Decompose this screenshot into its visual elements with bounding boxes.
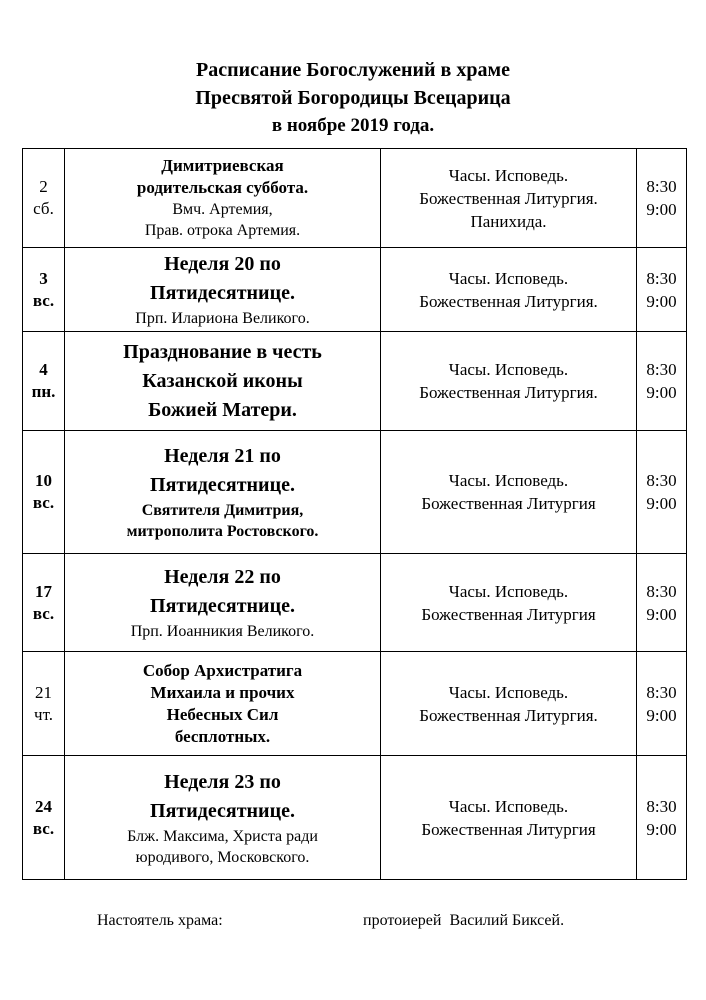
feast-title: родительская суббота. (136, 178, 309, 197)
service-item: Божественная Литургия. (419, 188, 598, 208)
services-cell (381, 332, 637, 431)
feast-subtitle: юродивого, Московского. (135, 848, 310, 866)
date-cell (23, 652, 65, 756)
feast-title: Неделя 22 по (164, 566, 281, 588)
times-cell (637, 652, 687, 756)
feast-title: бесплотных. (174, 726, 271, 746)
service-time: 8:30 (646, 682, 677, 702)
feast-title: Неделя 23 по (164, 770, 281, 793)
service-item: Божественная Литургия. (419, 291, 598, 311)
service-time: 9:00 (646, 705, 677, 725)
service-item: Часы. Исповедь. (448, 682, 569, 702)
feast-title: Божией Матери. (148, 398, 297, 421)
day-number: 2 (39, 177, 48, 196)
schedule-row (23, 652, 687, 756)
weekday: пн. (31, 382, 56, 401)
feast-subtitle: митрополита Ростовского. (126, 523, 319, 540)
services-cell (381, 149, 637, 248)
day-number: 3 (39, 268, 48, 288)
service-time: 9:00 (646, 604, 677, 624)
schedule-row (23, 149, 687, 248)
date-cell (23, 332, 65, 431)
service-time: 8:30 (646, 581, 677, 601)
service-time: 9:00 (646, 819, 677, 839)
times-cell (637, 332, 687, 431)
times-cell (637, 554, 687, 652)
feast-title: Пятидесятнице. (150, 282, 295, 304)
schedule-row (23, 332, 687, 431)
feast-cell (65, 248, 381, 332)
service-item: Божественная Литургия. (419, 383, 598, 402)
feast-title: Собор Архистратига (142, 660, 303, 680)
feast-title: Празднование в честь (123, 340, 322, 363)
feast-cell (65, 332, 381, 431)
weekday: сб. (33, 199, 54, 218)
document-title-line-2: Пресвятой Богородицы Всецарица (195, 87, 511, 109)
feast-title: Неделя 21 по (164, 445, 281, 467)
feast-title: Небесных Сил (166, 704, 279, 724)
feast-title: Пятидесятнице. (150, 474, 295, 496)
times-cell (637, 248, 687, 332)
day-number: 17 (35, 581, 52, 601)
service-time: 8:30 (646, 268, 677, 288)
date-cell (23, 149, 65, 248)
feast-title: Пятидесятнице. (150, 595, 295, 617)
day-number: 21 (35, 682, 52, 702)
feast-cell (65, 756, 381, 880)
service-item: Часы. Исповедь. (448, 796, 569, 816)
feast-cell (65, 431, 381, 554)
times-cell (637, 431, 687, 554)
rector-name: протоиерей Василий Биксей. (363, 912, 565, 929)
date-cell (23, 554, 65, 652)
service-time: 9:00 (646, 494, 677, 513)
service-item: Часы. Исповедь. (448, 268, 569, 288)
service-item: Панихида. (470, 211, 547, 231)
schedule-row (23, 554, 687, 652)
feast-title: Неделя 20 по (164, 253, 281, 275)
day-number: 4 (39, 360, 48, 379)
feast-subtitle: Прп. Илариона Великого. (135, 310, 310, 327)
feast-subtitle: Святителя Димитрия, (141, 502, 304, 519)
feast-title: Михаила и прочих (150, 682, 295, 702)
service-item: Божественная Литургия (421, 604, 596, 624)
times-cell (637, 149, 687, 248)
weekday: вс. (32, 290, 55, 310)
service-time: 9:00 (646, 291, 677, 311)
feast-title: Димитриевская (161, 156, 284, 175)
feast-title: Казанской иконы (142, 369, 303, 392)
feast-cell (65, 149, 381, 248)
date-cell (23, 756, 65, 880)
feast-subtitle: Прп. Иоанникия Великого. (130, 623, 315, 640)
service-item: Божественная Литургия (421, 819, 596, 839)
service-time: 8:30 (646, 471, 677, 490)
schedule-table (22, 148, 687, 880)
weekday: вс. (32, 493, 55, 512)
service-item: Часы. Исповедь. (448, 360, 569, 379)
times-cell (637, 756, 687, 880)
service-time: 8:30 (646, 360, 677, 379)
schedule-row (23, 431, 687, 554)
feast-subtitle: Блж. Максима, Христа ради (127, 827, 318, 845)
services-cell (381, 756, 637, 880)
service-item: Божественная Литургия. (419, 705, 598, 725)
services-cell (381, 431, 637, 554)
weekday: вс. (32, 603, 55, 623)
service-item: Божественная Литургия (421, 494, 596, 513)
document-title-line-1: Расписание Богослужений в храме (196, 59, 510, 81)
rector-label: Настоятель храма: (97, 912, 223, 929)
service-time: 9:00 (646, 200, 677, 219)
feast-subtitle: Вмч. Артемия, (172, 201, 273, 218)
services-cell (381, 248, 637, 332)
feast-subtitle: Прав. отрока Артемия. (144, 222, 301, 239)
weekday: вс. (32, 818, 55, 838)
feast-cell (65, 652, 381, 756)
services-cell (381, 652, 637, 756)
date-cell (23, 248, 65, 332)
service-time: 8:30 (646, 177, 677, 196)
day-number: 24 (35, 796, 52, 816)
service-item: Часы. Исповедь. (448, 581, 569, 601)
schedule-row (23, 756, 687, 880)
service-time: 8:30 (646, 796, 677, 816)
services-cell (381, 554, 637, 652)
service-time: 9:00 (646, 383, 677, 402)
schedule-row (23, 248, 687, 332)
service-item: Часы. Исповедь. (448, 165, 569, 185)
weekday: чт. (34, 704, 53, 724)
day-number: 10 (35, 471, 52, 490)
document-title-month: в ноябре 2019 года. (271, 115, 435, 136)
feast-title: Пятидесятнице. (150, 799, 295, 822)
date-cell (23, 431, 65, 554)
feast-cell (65, 554, 381, 652)
service-item: Часы. Исповедь. (448, 471, 569, 490)
